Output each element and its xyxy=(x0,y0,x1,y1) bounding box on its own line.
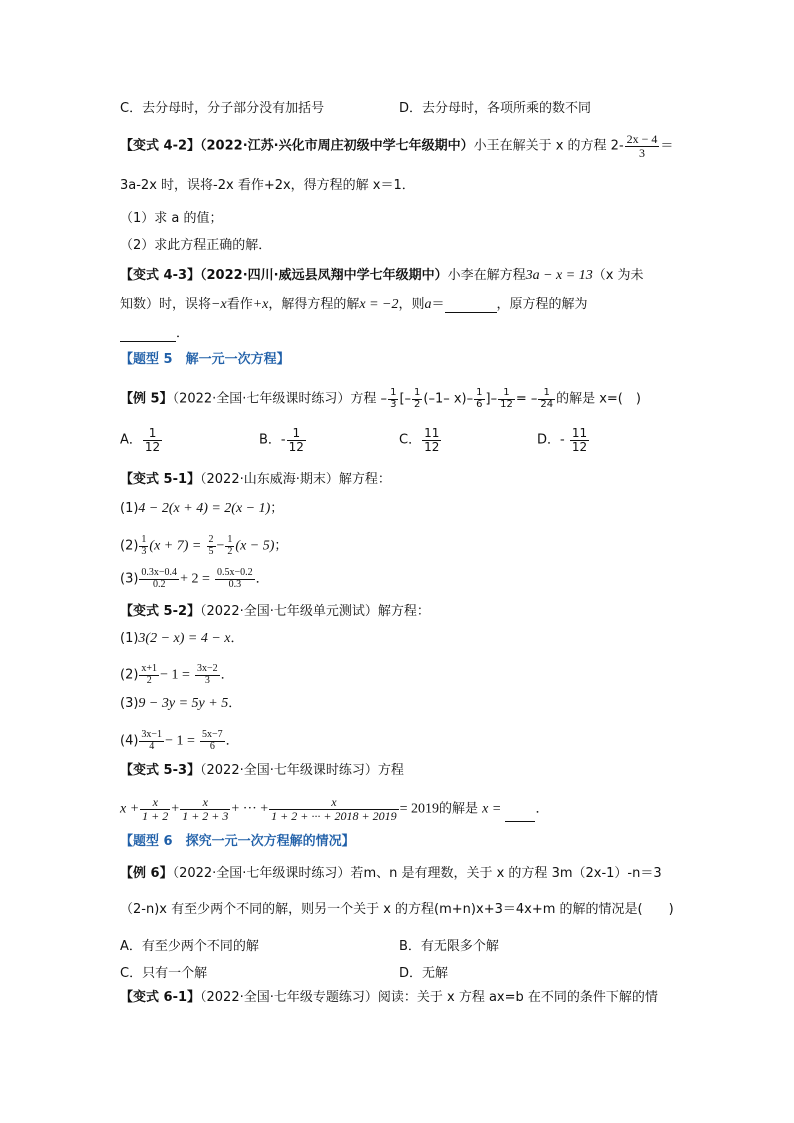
fraction: $\frac{11}{12}$ xyxy=(424,426,440,454)
question-1: （1）求 a 的值； xyxy=(120,211,223,226)
math-term: [– xyxy=(399,391,412,407)
math-term: a xyxy=(424,297,432,312)
fraction: $\frac{x}{1 + 2 + 3}$ xyxy=(182,795,229,823)
choice-a: A． $\frac{1}{12}$ xyxy=(120,426,161,454)
problem-text: ＝ xyxy=(431,297,445,312)
variant-4-3-line3 xyxy=(120,326,189,342)
section-heading-type-6: 【题型 6 探究一元一次方程解的情况】 xyxy=(120,834,355,849)
choice-a: A．有至少两个不同的解 xyxy=(120,939,259,954)
fraction: $\frac{1}{2}$ xyxy=(227,534,233,557)
fraction: $\frac{1}{3}$ xyxy=(141,534,147,557)
fraction: $\frac{x+1}{2}$ xyxy=(141,663,158,686)
variant-5-1 xyxy=(120,472,391,488)
math-term: −x xyxy=(211,297,227,312)
problem-text: （2022·山东威海·期末）解方程： xyxy=(200,472,391,487)
equation-5-1-1: (1)4 − 2(x + 4) = 2(x − 1)； xyxy=(120,501,284,516)
fraction: $\frac{1}{12}$ xyxy=(500,387,513,410)
fraction: $\frac{1}{12}$ xyxy=(288,426,304,454)
fraction: $\frac{1}{6}$ xyxy=(476,387,483,410)
variant-6-1 xyxy=(120,990,658,1006)
variant-tag: 【变式 5-2】 xyxy=(120,604,201,619)
example-tag: 【例 6】 xyxy=(120,866,173,881)
fraction: $\frac{1}{3}$ xyxy=(390,387,397,410)
fraction: $\frac{1}{2}$ xyxy=(414,387,421,410)
problem-text: （2022·全国·七年级课时练习）若 xyxy=(172,866,364,881)
choice-d: D．- $\frac{11}{12}$ xyxy=(537,426,588,454)
equation-5-2-4: (4) $\frac{3x-1}{4}$ − 1 = $\frac{5x-7}{6}$ ． xyxy=(120,729,239,752)
fraction: $\frac{x}{1 + 2}$ xyxy=(142,795,169,823)
math-term: = – xyxy=(515,391,538,407)
problem-text: 知数）时，误将 xyxy=(120,297,212,312)
answer-blank[interactable] xyxy=(120,329,176,342)
section-heading-type-5: 【题型 5 解一元一次方程】 xyxy=(120,352,290,367)
variant-tag: 【变式 4-3】 xyxy=(120,268,201,283)
fraction: $\frac{2x - 4}{3}$ xyxy=(626,132,658,160)
variant-tag: 【变式 6-1】 xyxy=(120,990,201,1005)
answer-blank[interactable] xyxy=(505,809,535,822)
choice-b: B．有无限多个解 xyxy=(399,939,499,954)
equation-5-2-3: (3)9 − 3y = 5y + 5． xyxy=(120,696,242,711)
equation-5-2-1: (1)3(2 − x) = 4 − x． xyxy=(120,631,244,646)
problem-text: 的解是 x=( ) xyxy=(556,391,641,407)
example-6-line1 xyxy=(120,866,662,882)
example-tag: 【例 5】 xyxy=(120,391,173,407)
fraction: $\frac{5x-7}{6}$ xyxy=(202,729,223,752)
choice-d: D．无解 xyxy=(399,966,449,981)
equation-5-2-2: (2) $\frac{x+1}{2}$ − 1 = $\frac{3x-2}{3}$ ． xyxy=(120,663,234,686)
math-term: ]– xyxy=(485,391,498,407)
math-term: +x xyxy=(252,297,269,312)
fraction: $\frac{0.3x-0.4}{0.2}$ xyxy=(141,567,178,590)
example-6-line2: （2-n)x 有至少两个不同的解，则另一个关于 x 的方程(m+n)x+3＝4x+m 的解的情况是( ) xyxy=(120,902,674,917)
fraction: $\frac{3x-1}{4}$ xyxy=(141,729,163,752)
variant-5-2 xyxy=(120,604,430,620)
equation: 3a − x = 13 xyxy=(525,268,593,283)
problem-text: （x 为未 xyxy=(592,268,644,283)
problem-text: （2022·全国·七年级课时练习）方程 xyxy=(200,763,404,778)
variant-5-3 xyxy=(120,763,404,779)
equation-5-1-3: (3) $\frac{0.3x-0.4}{0.2}$ + 2 = $\frac{0.5x-0.2}{0.3}$ ． xyxy=(120,567,269,590)
variant-tag: 【变式 5-1】 xyxy=(120,472,201,487)
variant-tag: 【变式 5-3】 xyxy=(120,763,201,778)
fraction: $\frac{1}{12}$ xyxy=(144,426,161,454)
fraction: $\frac{x}{1 + 2 + \cdot\cdot\cdot + 2018 + 2019}$ xyxy=(271,795,397,823)
variant-4-3-line1 xyxy=(120,268,644,284)
problem-text: （2022·全国·七年级专题练习）阅读：关于 x 方程 ax=b 在不同的条件下解的情 xyxy=(200,990,658,1005)
equation-5-3: x + $\frac{x}{1 + 2}$ + $\frac{x}{1 + 2 + 3}$ + ··· + $\frac{x}{1 + 2 + \cdot\cdot\cdot + 2018 + 2019}$ = 2019的解是 x = ． xyxy=(120,795,549,823)
variant-4-2-line2: 3a-2x 时，误将-2x 看作+2x，得方程的解 x＝1． xyxy=(120,178,415,193)
problem-text: m、n 是有理数，关于 x 的方程 3m（2x-1）-n＝3 xyxy=(363,866,662,881)
fraction: $\frac{1}{24}$ xyxy=(540,387,554,410)
example-5 xyxy=(120,388,641,410)
source-label: （2022·四川·威远县凤翔中学七年级期中） xyxy=(200,268,448,283)
math-term: x = −2 xyxy=(359,297,399,312)
variant-4-3-line2 xyxy=(120,297,588,313)
answer-blank[interactable] xyxy=(445,300,497,313)
choice-b: B．- $\frac{1}{12}$ xyxy=(259,426,304,454)
problem-text: ，则 xyxy=(398,297,425,312)
equation-5-1-2: (2) $\frac{1}{3}$ (x + 7) = $\frac{2}{5}$ − $\frac{1}{2}$ (x − 5)； xyxy=(120,534,288,557)
variant-tag: 【变式 4-2】 xyxy=(120,138,201,154)
fraction: $\frac{11}{12}$ xyxy=(571,426,588,454)
problem-text: 小王在解关于 x 的方程 2- xyxy=(473,138,624,154)
source-label: （2022·江苏·兴化市周庄初级中学七年级期中） xyxy=(200,138,474,154)
option-c: C．去分母时，分子部分没有加括号 xyxy=(120,101,325,116)
problem-text: （2022·全国·七年级课时练习）方程 – xyxy=(172,391,388,407)
equals-sign: ＝ xyxy=(660,138,674,154)
choice-c: C．只有一个解 xyxy=(120,966,208,981)
fraction: $\frac{3x-2}{3}$ xyxy=(197,663,218,686)
problem-text: ，原方程的解为 xyxy=(496,297,588,312)
math-term: (–1– x)– xyxy=(423,391,474,407)
question-2: （2）求此方程正确的解． xyxy=(120,238,272,253)
problem-text: 看作 xyxy=(226,297,253,312)
option-d: D．去分母时，各项所乘的数不同 xyxy=(399,101,592,116)
problem-text: 小李在解方程 xyxy=(447,268,526,283)
fraction: $\frac{2}{5}$ xyxy=(208,534,214,557)
choice-c: C． $\frac{11}{12}$ xyxy=(399,426,440,454)
problem-text: ，解得方程的解 xyxy=(268,297,360,312)
problem-text: ． xyxy=(176,326,190,341)
fraction: $\frac{0.5x-0.2}{0.3}$ xyxy=(217,567,253,590)
variant-4-2-line1 xyxy=(120,133,673,159)
problem-text: （2022·全国·七年级单元测试）解方程： xyxy=(200,604,430,619)
